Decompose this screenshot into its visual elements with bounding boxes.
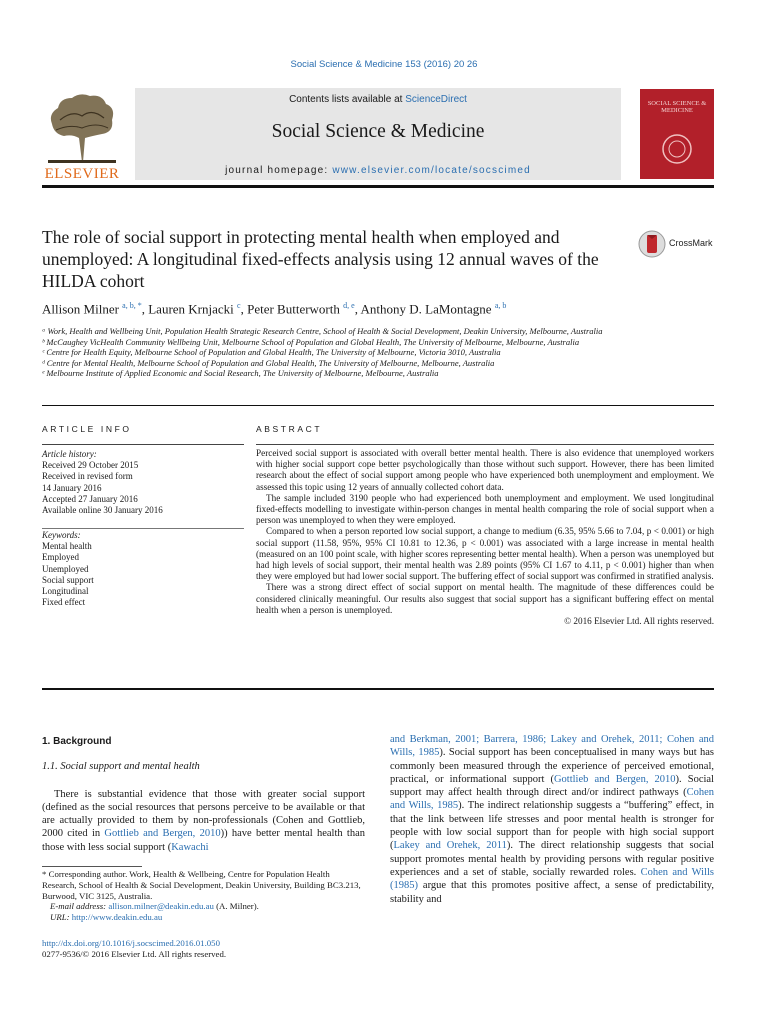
crossmark-label: CrossMark <box>669 238 713 248</box>
keywords <box>42 530 244 608</box>
citation-link[interactable]: Kawachi <box>171 841 209 853</box>
article-info-rule <box>42 444 244 445</box>
email-suffix: (A. Milner). <box>213 901 259 912</box>
keywords-label: Keywords: <box>42 530 81 540</box>
footnote-email-line <box>42 901 365 912</box>
body-column-left <box>42 733 365 854</box>
journal-homepage <box>135 165 621 176</box>
affiliation: ᵃ Work, Health and Wellbeing Unit, Population Health Strategic Research Centre, School of Health & Social Development, Deakin University, Melbourne, Australia <box>42 326 603 336</box>
contents-prefix: Contents lists available at <box>289 94 406 105</box>
journal-cover-title: SOCIAL SCIENCE & MEDICINE <box>647 100 707 114</box>
body-text: ). The indirect relationship suggests a “buffering” effect, in that the link between life stresses and poor mental health is stronger for people with low social support than for people with high social support ( <box>390 800 714 852</box>
body-text: ). The direct relationship suggests that social support promotes mental health by providing persons with regular positive experiences and a set of stable, socially rewarded roles. <box>390 840 715 878</box>
journal-citation-link[interactable]: Social Science & Medicine 153 (2016) 20 26 <box>290 59 478 70</box>
body-column-right <box>390 733 714 906</box>
author-name[interactable]: Lauren Krnjacki <box>148 301 234 317</box>
affiliations <box>42 326 714 379</box>
author-list: Allison Milner $^{a, b, *}$, Lauren Krnjacki $^c$, Peter Butterworth $^{d, e}$, Anthony D. LaMontagne $^{a, b}$ <box>42 301 507 317</box>
crossmark-icon <box>638 229 666 259</box>
keywords-rule <box>42 528 244 529</box>
footnote-url-line <box>42 912 365 923</box>
crossmark-badge[interactable] <box>638 229 714 259</box>
author-affiliation-marks[interactable]: c <box>237 301 241 310</box>
citation-link[interactable]: Gottlieb and Bergen, 2010 <box>104 828 221 840</box>
homepage-prefix: journal homepage: <box>225 165 333 176</box>
affiliation: ᵉ Melbourne Institute of Applied Economic and Social Research, The University of Melbourne, Melbourne, Australia <box>42 368 439 379</box>
email-label: E-mail address: <box>50 901 109 912</box>
abstract-paragraph: Perceived social support is associated with overall better mental health. There is also evidence that unemployed workers with higher social support cope better psychologically than those without such support. However, there has been limited research about the effect of social support among people who have experienced both unemployment and employment. We assessed this topic using 12 years of annually collected cohort data. <box>256 448 714 492</box>
abstract-body <box>256 448 714 627</box>
citation-link[interactable]: Lakey and Orehek, 2011 <box>393 840 507 852</box>
abstract-copyright: © 2016 Elsevier Ltd. All rights reserved. <box>564 616 714 627</box>
email-link[interactable]: allison.milner@deakin.edu.au <box>108 901 214 912</box>
history-item: Accepted 27 January 2016 <box>42 493 138 504</box>
author-affiliation-marks[interactable]: a, b, * <box>122 301 142 310</box>
abstract-rule <box>256 444 714 445</box>
affiliation: ᶜ Centre for Health Equity, Melbourne School of Population and Global Health, The University of Melbourne, Victoria 3010, Australia <box>42 347 501 358</box>
url-label: URL: <box>50 912 72 923</box>
section-heading: 1. Background <box>42 736 112 747</box>
citation-link[interactable]: Cohen and Wills, 1985 <box>390 787 714 812</box>
doi-link[interactable]: http://dx.doi.org/10.1016/j.socscimed.2016.01.050 <box>42 938 220 948</box>
history-item: Available online 30 January 2016 <box>42 505 163 516</box>
affiliation: ᵇ McCaughey VicHealth Community Wellbeing Unit, Melbourne School of Population and Global Health, The University of Melbourne, Melbourne, Australia <box>42 336 580 347</box>
keyword: Longitudinal <box>42 586 89 597</box>
elsevier-wordmark: ELSEVIER <box>44 166 120 182</box>
author-name[interactable]: Peter Butterworth <box>247 301 340 317</box>
citation-link[interactable]: Cohen and Wills (1985) <box>390 866 714 892</box>
keyword: Fixed effect <box>42 597 86 608</box>
issn-copyright: 0277-9536/© 2016 Elsevier Ltd. All rights reserved. <box>42 948 227 959</box>
affiliation: ᵈ Centre for Mental Health, Melbourne School of Population and Global Health, The University of Melbourne, Melbourne, Australia <box>42 357 495 368</box>
header-rule <box>42 185 714 188</box>
abstract-paragraph: There was a strong direct effect of social support on mental health. The magnitude of these differences could be considered clinically meaningful. Our results also suggest that social support has a significant buffering effect on mental health when a person is unemployed. <box>256 582 714 615</box>
citation-link[interactable]: and Berkman, 2001; Barrera, 1986; Lakey and Orehek, 2011; Cohen and Wills, 1985 <box>390 734 714 759</box>
body-text: argue that this promotes positive affect, a sense of predictability, stability and <box>390 880 714 905</box>
history-item: Received 29 October 2015 <box>42 460 139 471</box>
footnote-text: * Corresponding author. Work, Health & Wellbeing, Centre for Population Health Research, School of Health & Social Development, Deakin University, Building BC3.213, Burwood, VIC 3125, Australia. <box>42 869 361 901</box>
body-text: ). Social support may affect health through direct and/or indirect pathways ( <box>390 773 714 799</box>
article-history <box>42 449 244 516</box>
subsection-heading: 1.1. Social support and mental health <box>42 761 200 773</box>
article-title: The role of social support in protecting mental health when employed and unemployed: A longitudinal fixed-effects analysis using 12 annual waves of the HILDA cohort <box>42 227 599 291</box>
abstract-heading: ABSTRACT <box>256 424 323 434</box>
author-affiliation-marks[interactable]: a, b <box>494 301 507 310</box>
abstract-bottom-rule <box>42 688 714 690</box>
body-text: There is substantial evidence that those with greater social support (defined as the social resources that persons perceive to be available or that are actually provided to them by non-professionals (Cohen and Gottlieb, 2000 cited in <box>42 788 365 840</box>
footnote-rule <box>42 866 142 867</box>
author-name[interactable]: Anthony D. LaMontagne <box>360 301 492 317</box>
contents-line <box>135 94 621 105</box>
doi-block <box>42 938 365 960</box>
body-text: ). Social support has been conceptualised in many ways but has commonly been measured through the experience of perceived emotional, practical, or informational support ( <box>390 747 715 785</box>
keyword: Mental health <box>42 541 92 552</box>
history-item: 14 January 2016 <box>42 482 102 493</box>
keyword: Unemployed <box>42 563 89 574</box>
citation-link[interactable]: Gottlieb and Bergen, 2010 <box>553 773 676 785</box>
history-item: Received in revised form <box>42 471 133 482</box>
history-label: Article history: <box>42 449 97 459</box>
sciencedirect-link[interactable]: ScienceDirect <box>405 94 467 105</box>
article-info-heading: ARTICLE INFO <box>42 424 132 434</box>
author-affiliation-marks[interactable]: d, e <box>343 301 355 310</box>
body-text: )) have better mental health than those with less social support ( <box>42 828 365 853</box>
cover-emblem-icon <box>660 132 694 166</box>
keyword: Employed <box>42 552 79 563</box>
body-paragraph <box>42 788 365 854</box>
url-link[interactable]: http://www.deakin.edu.au <box>71 912 163 923</box>
homepage-link[interactable]: www.elsevier.com/locate/socscimed <box>332 165 531 176</box>
abstract-paragraph: Compared to when a person reported low social support, a change to medium (6.35, 95% 5.66 to 7.04, p < 0.001) or high social support (11.58, 95%, 95% CI 10.81 to 12.36, p < 0.001) was associated with a large increase in mental health (measured on an 100 point scale, with higher scores representing better mental health). When a person was unemployed but had high levels of social support, their mental health was 2.89 points (95% CI 1.67 to 4.11, p < 0.001) higher than when they were employed but had lower social support. The buffering effect of social support was confirmed in stratified analysis. <box>256 526 714 582</box>
author-name[interactable]: Allison Milner <box>42 301 119 317</box>
journal-title: Social Science & Medicine <box>271 121 485 142</box>
footnote <box>42 869 365 923</box>
abstract-paragraph: The sample included 3190 people who had experienced both unemployment and employment. We used longitudinal fixed-effects modelling to investigate within-person changes in mental health comparing the role of social support when a person was unemployed to when they were employed. <box>256 492 714 526</box>
keyword: Social support <box>42 574 94 585</box>
info-top-rule <box>42 405 714 406</box>
